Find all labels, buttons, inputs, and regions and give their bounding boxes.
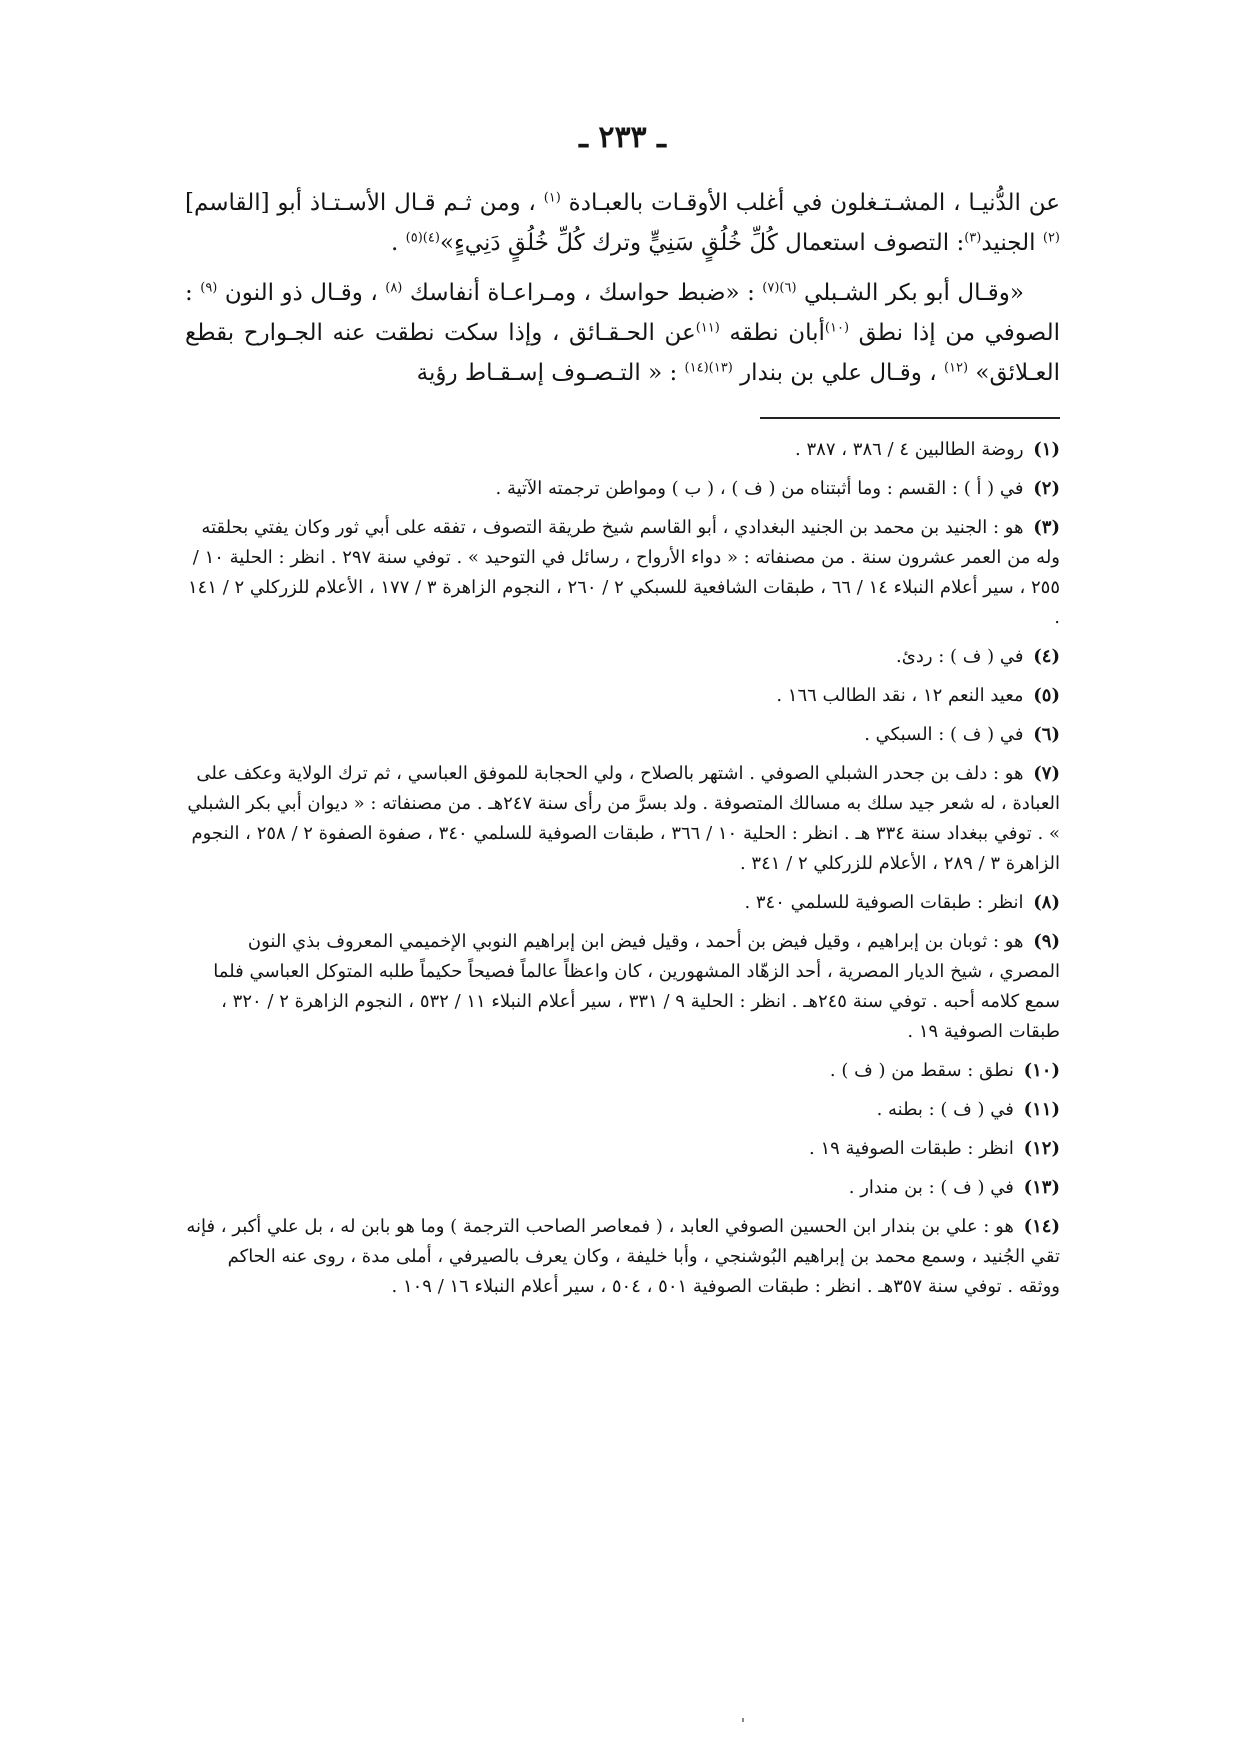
footnote-number: (٦) — [1033, 724, 1060, 745]
footnote-number: (٩) — [1033, 931, 1060, 952]
footnote-marker: (٣) — [964, 230, 982, 246]
text-run: «وقـال أبو بكر الشـبلي — [796, 280, 1024, 306]
footnote-text: هو : الجنيد بن محمد بن الجنيد البغدادي ، أبو القاسم شيخ طريقة التصوف ، تفقه على أبي ثور وكان يفتي بحلقته وله من العمر عشرون سنة . من مصنفاته : « دواء الأرواح ، رسائل في التوحيد » . توفي سنة ٢٩٧ . انظر : الحلية ١٠ / ٢٥٥ ، سير أعلام النبلاء ١٤ / ٦٦ ، طبقات الشافعية للسبكي ٢ / ٢٦٠ ، النجوم الزاهرة ٣ / ١٧٧ ، الأعلام للزركلي ٢ / ١٤١ . — [188, 517, 1060, 628]
footnote-number: (١٠) — [1023, 1060, 1060, 1081]
footnote-text: في ( ف ) : بن مندار . — [848, 1177, 1020, 1198]
footnote-marker: (٨) — [385, 280, 403, 296]
footnote-marker: (٢) — [1042, 230, 1060, 246]
footnote-number: (٧) — [1033, 763, 1060, 784]
footnote-text: انظر : طبقات الصوفية ١٩ . — [809, 1138, 1020, 1159]
footnote-marker: (١١) — [695, 320, 720, 336]
footnote-marker: (١٠) — [824, 320, 850, 336]
footnote-number: (١٢) — [1023, 1138, 1060, 1159]
text-run: : التصوف استعمال كُلِّ خُلُقٍ سَنِيٍّ وترك كُلِّ خُلُقٍ دَنِيءٍ» — [439, 230, 965, 256]
text-run: ، ومن ثـم قـال الأسـتـاذ أبو [القاسم] — [185, 190, 544, 216]
footnote-item — [185, 1056, 1060, 1086]
footnote-marker: (١٢) — [943, 360, 969, 376]
footnote-item — [185, 513, 1060, 633]
text-run: ، وقـال ذو النون — [217, 280, 386, 306]
footnote-marker: (٤)(٥) — [405, 230, 440, 246]
text-run: عن الدُّنيـا ، المشـتـغلون في أغلب الأوقـات بالعبـادة — [560, 190, 1060, 216]
page-number: ـ ٢٣٣ ـ — [579, 120, 666, 155]
footnote-item — [185, 1095, 1060, 1125]
footnote-number: (٣) — [1033, 517, 1060, 538]
text-run: . — [391, 230, 406, 256]
footnote-text: في ( ف ) : ردئ. — [896, 646, 1030, 667]
paragraph-1 — [185, 183, 1060, 263]
footnote-item — [185, 474, 1060, 504]
footnote-item — [185, 888, 1060, 918]
footnote-item — [185, 759, 1060, 879]
footnote-item — [185, 642, 1060, 672]
main-text — [185, 183, 1060, 393]
text-run: : الصوفي من إذا نطق — [185, 280, 1061, 346]
footnote-divider — [760, 417, 1060, 419]
footnote-text: نطق : سقط من ( ف ) . — [829, 1060, 1020, 1081]
text-run: ، وقـال علي بن بندار — [732, 360, 944, 386]
footnote-number: (٤) — [1033, 646, 1060, 667]
footnote-marker: (١) — [543, 190, 561, 206]
footnote-item — [185, 435, 1060, 465]
document-page — [185, 120, 1060, 1311]
footnote-text: هو : دلف بن جحدر الشبلي الصوفي . اشتهر بالصلاح ، ولي الحجابة للموفق العباسي ، ثم ترك الولاية وعكف على العبادة ، له شعر جيد سلك به مسالك المتصوفة . ولد بسرَّ من رأى سنة ٢٤٧هـ . من مصنفاته : « ديوان أبي بكر الشبلي » . توفي ببغداد سنة ٣٣٤ هـ . انظر : الحلية ١٠ / ٣٦٦ ، طبقات الصوفية للسلمي ٣٤٠ ، صفوة الصفوة ٢ / ٢٥٨ ، النجوم الزاهرة ٣ / ٢٨٩ ، الأعلام للزركلي ٢ / ٣٤١ . — [187, 763, 1060, 874]
footnote-text: روضة الطالبين ٤ / ٣٨٦ ، ٣٨٧ . — [795, 439, 1030, 460]
footnote-text: انظر : طبقات الصوفية للسلمي ٣٤٠ . — [744, 892, 1030, 913]
footnote-number: (٢) — [1033, 478, 1060, 499]
footnote-number: (٨) — [1033, 892, 1060, 913]
footnote-item — [185, 720, 1060, 750]
footnote-item — [185, 1134, 1060, 1164]
footnote-number: (١) — [1033, 439, 1060, 460]
footnote-number: (١١) — [1023, 1099, 1060, 1120]
footnote-number: (١٣) — [1023, 1177, 1060, 1198]
footnote-text: معيد النعم ١٢ ، نقد الطالب ١٦٦ . — [776, 685, 1030, 706]
footnote-text: في ( ف ) : السبكي . — [864, 724, 1030, 745]
text-run: : «ضبط حواسك ، ومـراعـاة أنفاسك — [402, 280, 763, 306]
footnote-item — [185, 1212, 1060, 1302]
footnote-number: (٥) — [1033, 685, 1060, 706]
footnote-item — [185, 1173, 1060, 1203]
footnotes — [185, 435, 1060, 1302]
footnote-text: هو : علي بن بندار ابن الحسين الصوفي العابد ، ( فمعاصر الصاحب الترجمة ) وما هو بابن له ، بل علي أكبر ، فإنه تقي الجُنيد ، وسمع محمد بن إبراهيم البُوشنجي ، وأبا خليفة ، وكان يعرف بالصيرفي ، أملى مدة ، روى عنه الحاكم ووثقه . توفي سنة ٣٥٧هـ . انظر : طبقات الصوفية ٥٠١ ، ٥٠٤ ، سير أعلام النبلاء ١٦ / ١٠٩ . — [186, 1216, 1060, 1297]
footnote-text: في ( أ ) : القسم : وما أثبتناه من ( ف ) ، ( ب ) ومواطن ترجمته الآتية . — [495, 478, 1030, 499]
footnote-text: هو : ثوبان بن إبراهيم ، وقيل فيض بن أحمد ، وقيل فيض ابن إبراهيم النوبي الإخميمي المعروف بذي النون المصري ، شيخ الديار المصرية ، أحد الزهّاد المشهورين ، كان واعظاً عالماً فصيحاً حكيماً طلبه المتوكل العباسي فلما سمع كلامه أحبه . توفي سنة ٢٤٥هـ . انظر : الحلية ٩ / ٣٣١ ، سير أعلام النبلاء ١١ / ٥٣٢ ، النجوم الزاهرة ٢ / ٣٢٠ ، طبقات الصوفية ١٩ . — [213, 931, 1060, 1042]
footnote-marker: (٩) — [200, 280, 218, 296]
text-run: : « التـصـوف إسـقـاط رؤية — [416, 360, 685, 386]
footnote-marker: (٦)(٧) — [762, 280, 797, 296]
text-run: الجنيد — [981, 230, 1043, 256]
scan-speck — [742, 1718, 744, 1722]
text-run: أبان نطقه — [719, 320, 825, 346]
footnote-marker: (١٣)(١٤) — [684, 360, 733, 376]
footnote-item — [185, 927, 1060, 1047]
footnote-item — [185, 681, 1060, 711]
footnote-number: (١٤) — [1023, 1216, 1060, 1237]
footnote-text: في ( ف ) : بطنه . — [876, 1099, 1020, 1120]
text-run: عن الحـقـائق ، وإذا سكت نطقت عنه الجـوارح بقطع العـلائق» — [185, 320, 1060, 386]
paragraph-2 — [185, 273, 1060, 393]
